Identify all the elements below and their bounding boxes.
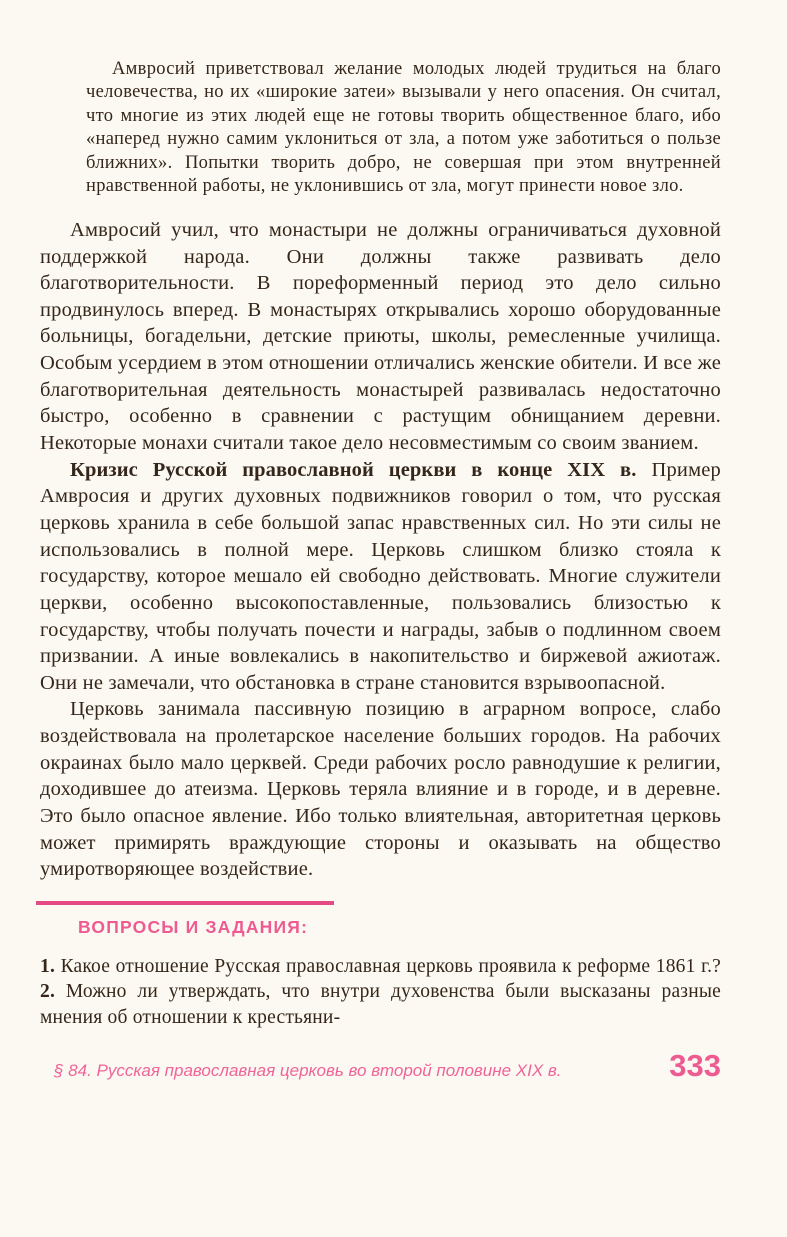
excerpt-paragraph: Амвросий приветствовал желание молодых людей трудиться на благо человечества, но их «широкие затеи» вызывали у него опасения. Он считал, что многие из этих людей еще не готовы творить общественное благо, ибо «наперед нужно самим уклониться от зла, а потом уже заботиться о пользе ближних». Попытки творить добро, не совершая при этом внутренней нравственной работы, не уклонившись от зла, могут принести новое зло. bbox=[86, 59, 721, 197]
paragraph-crisis-text: Пример Амвросия и других духовных подвижников говорил о том, что русская церковь хранила в себе большой запас нравственных сил. Но эти силы не использовались в полной мере. Церковь слишком близко стояла к государству, которое мешало ей свободно действовать. Многие служители церкви, особенно высокопоставленные, пользовались близостью к государству, чтобы получать почести и награды, забыв о подлинном своем призвании. А иные вовлекались в накопительство и биржевой ажиотаж. Они не замечали, что обстановка в стране становится взрывоопасной. bbox=[40, 458, 721, 694]
page-footer bbox=[40, 1047, 721, 1083]
questions-heading: ВОПРОСЫ И ЗАДАНИЯ: bbox=[78, 916, 309, 937]
question-1-text: Какое отношение Русская православная церковь проявила к реформе 1861 г.? bbox=[60, 955, 721, 977]
questions-text bbox=[40, 954, 721, 1030]
paragraph-crisis-lead: Кризис Русской православной церкви в конце XIX в. bbox=[70, 458, 637, 481]
page-number: 333 bbox=[669, 1047, 721, 1083]
question-2-number: 2. bbox=[40, 981, 56, 1003]
question-1-number: 1. bbox=[40, 955, 56, 977]
question-2-text: Можно ли утверждать, что внутри духовенства были высказаны разные мнения об отношении к крестьяни- bbox=[40, 981, 721, 1028]
paragraph-crisis bbox=[40, 457, 721, 697]
questions-divider bbox=[36, 901, 334, 905]
questions-section bbox=[40, 901, 721, 1030]
paragraph-church-passive: Церковь занимала пассивную позицию в аграрном вопросе, слабо воздействовала на пролетарское население больших городов. На рабочих окраинах было мало церквей. Среди рабочих росло равнодушие к религии, доходившее до атеизма. Церковь теряла влияние и в городе, и в деревне. Это было опасное явление. Ибо только влиятельная, авторитетная церковь может примирять враждующие стороны и оказывать на общество умиротворяющее воздействие. bbox=[40, 698, 721, 881]
chapter-title: § 84. Русская православная церковь во второй половине XIX в. bbox=[54, 1060, 562, 1080]
paragraph-monasteries: Амвросий учил, что монастыри не должны ограничиваться духовной поддержкой народа. Они должны также развивать дело благотворительности. В пореформенный период это дело сильно продвинулось вперед. В монастырях открывались хорошо оборудованные больницы, богадельни, детские приюты, школы, ремесленные училища. Особым усердием в этом отношении отличались женские обители. И все же благотворительная деятельность монастырей развивалась недостаточно быстро, особенно в сравнении с растущим обнищанием деревни. Некоторые монахи считали такое дело несовместимым со своим званием. bbox=[40, 218, 721, 455]
